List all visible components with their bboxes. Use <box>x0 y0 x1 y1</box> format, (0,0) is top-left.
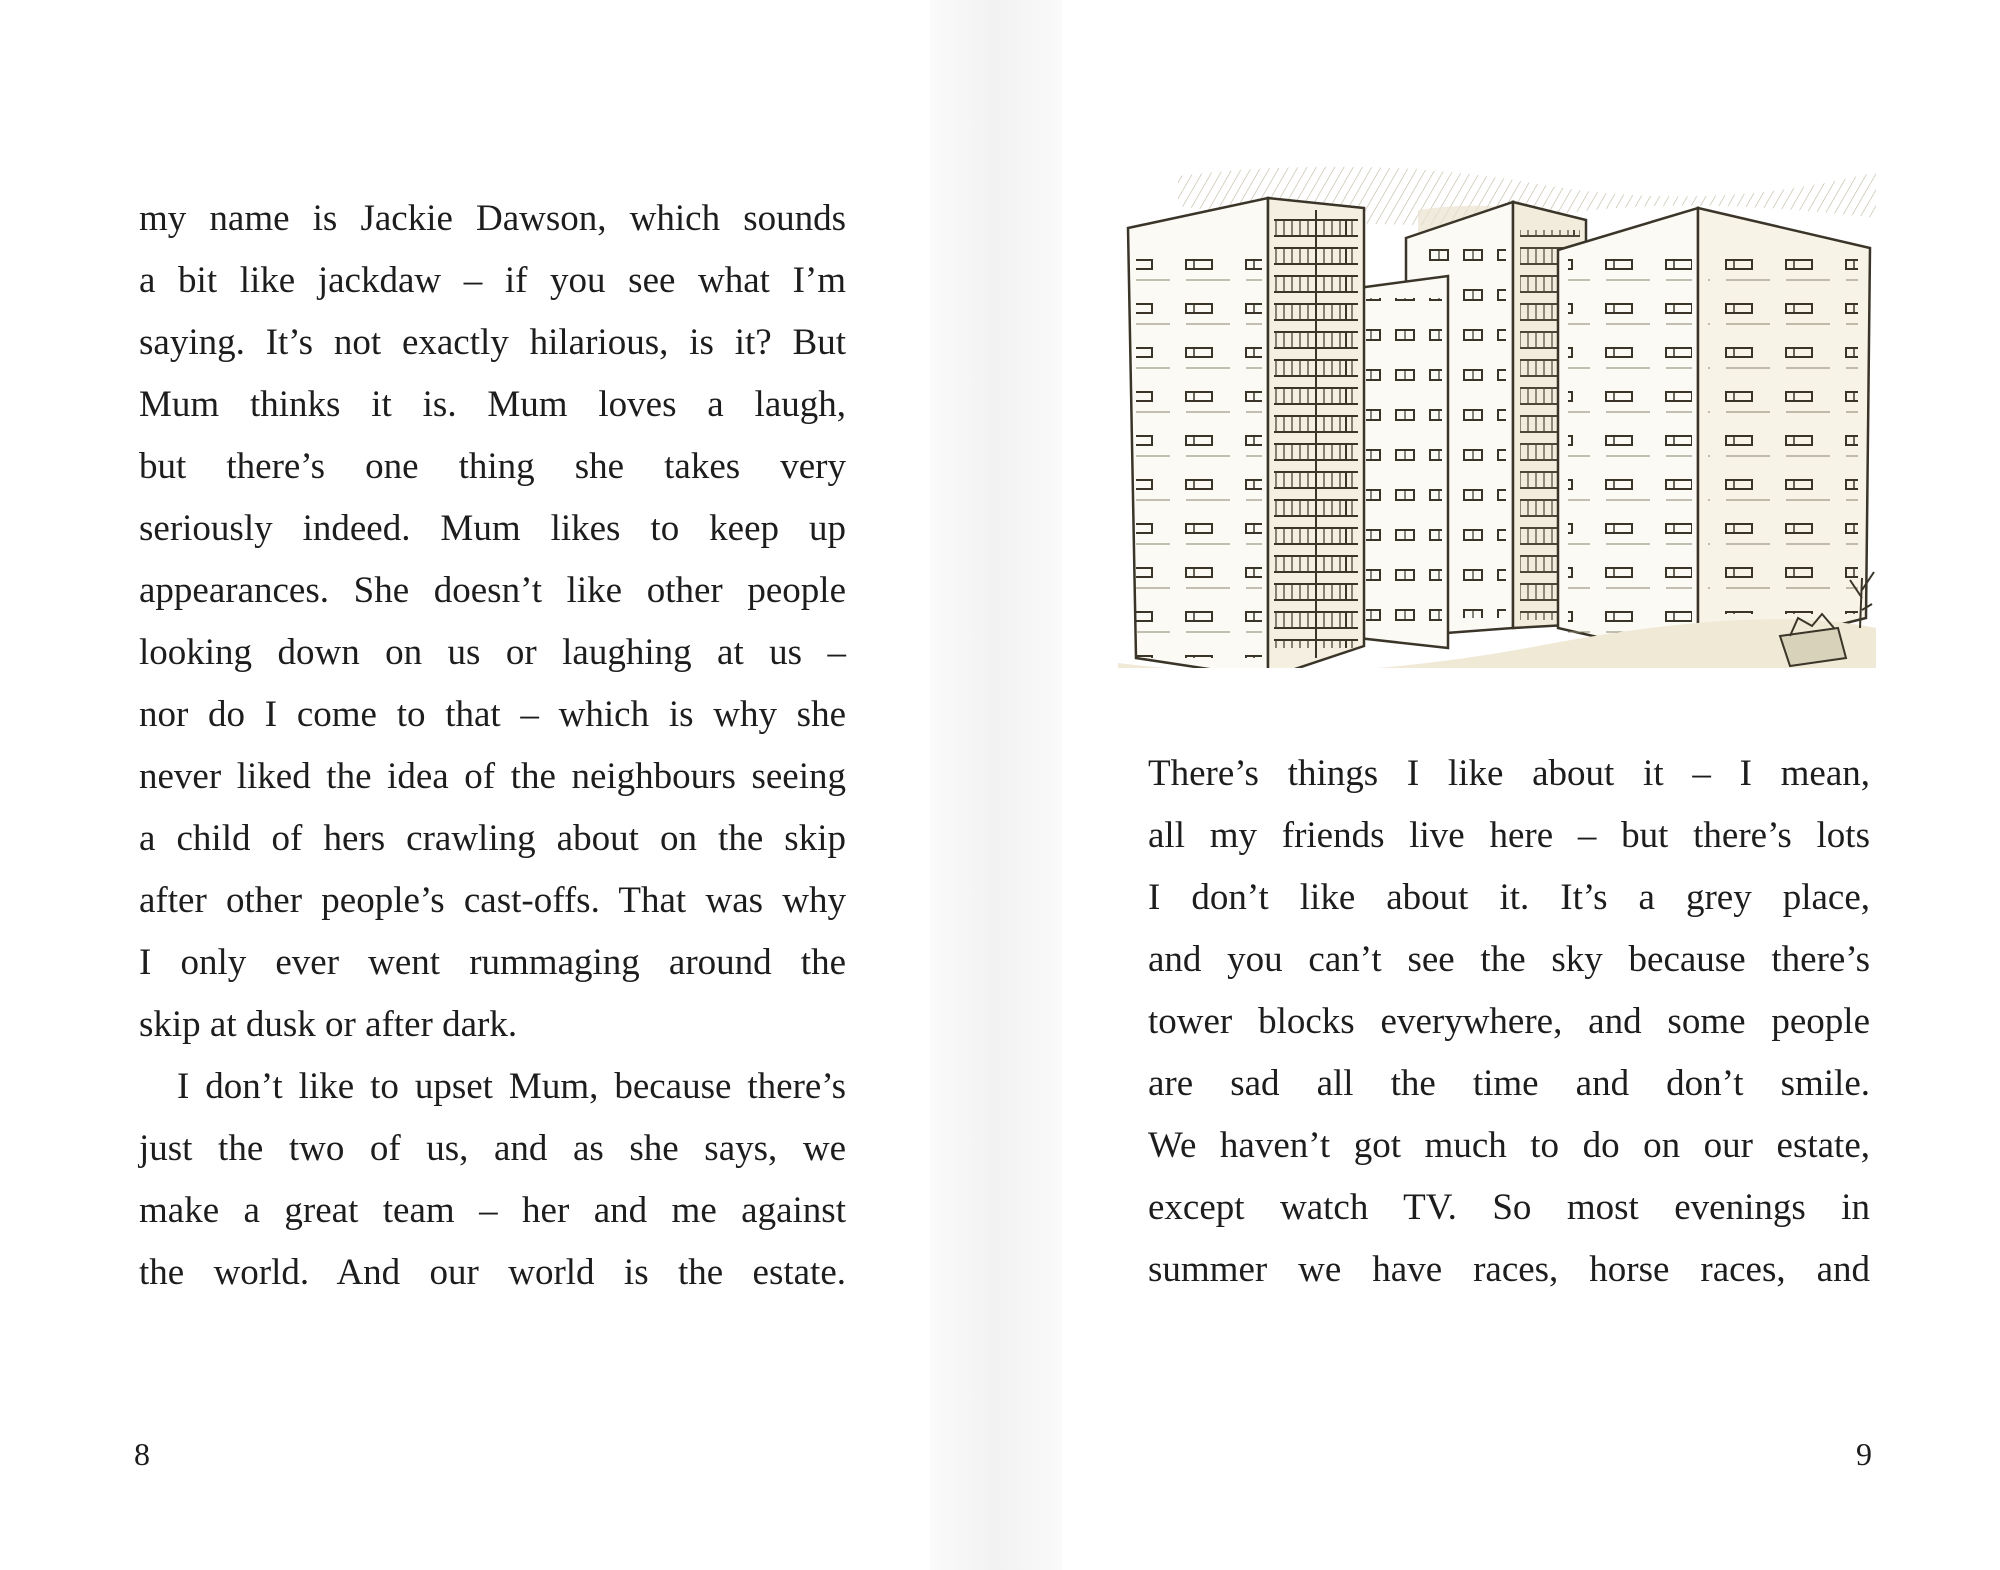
text-line: summer we have races, horse races, and <box>1148 1249 1870 1290</box>
left-tower <box>1128 198 1364 668</box>
text-line: I only ever went rummaging around the <box>139 942 846 983</box>
text-line: a child of hers crawling about on the skip <box>139 818 846 859</box>
text-line: skip at dusk or after dark. <box>139 1004 518 1045</box>
right-tower <box>1558 208 1870 660</box>
text-line: a bit like jackdaw – if you see what I’m <box>139 260 846 301</box>
text-line: appearances. She doesn’t like other people <box>139 570 846 611</box>
text-line: the world. And our world is the estate. <box>139 1252 846 1293</box>
text-line: seriously indeed. Mum likes to keep up <box>139 508 846 549</box>
text-line: just the two of us, and as she says, we <box>139 1128 846 1169</box>
page-number: 8 <box>134 1436 150 1472</box>
text-line: There’s things I like about it – I mean, <box>1148 753 1870 794</box>
text-line: all my friends live here – but there’s lots <box>1148 815 1870 856</box>
middle-tower <box>1358 276 1448 648</box>
tower-blocks-illustration <box>1118 158 1876 668</box>
text-line: looking down on us or laughing at us – <box>139 632 846 673</box>
text-line: I don’t like about it. It’s a grey place, <box>1148 877 1870 918</box>
text-line: We haven’t got much to do on our estate, <box>1148 1125 1870 1166</box>
text-line: never liked the idea of the neighbours seeing <box>139 756 846 797</box>
text-line: nor do I come to that – which is why she <box>139 694 846 735</box>
text-line: and you can’t see the sky because there’s <box>1148 939 1870 980</box>
right-page-text <box>1148 743 1870 1301</box>
text-line: but there’s one thing she takes very <box>139 446 846 487</box>
page-number: 9 <box>1856 1436 1872 1472</box>
right-page <box>1062 0 2000 1570</box>
text-line: I don’t like to upset Mum, because there’s <box>177 1066 846 1107</box>
left-page-text <box>139 188 846 1304</box>
text-line: Mum thinks it is. Mum loves a laugh, <box>139 384 846 425</box>
text-line: make a great team – her and me against <box>139 1190 846 1231</box>
left-page <box>0 0 930 1570</box>
text-line: tower blocks everywhere, and some people <box>1148 1001 1870 1042</box>
text-line: are sad all the time and don’t smile. <box>1148 1063 1870 1104</box>
text-line: after other people’s cast-offs. That was why <box>139 880 846 921</box>
book-gutter <box>930 0 1062 1570</box>
text-line: except watch TV. So most evenings in <box>1148 1187 1870 1228</box>
text-line: my name is Jackie Dawson, which sounds <box>139 198 846 239</box>
text-line: saying. It’s not exactly hilarious, is it? But <box>139 322 846 363</box>
